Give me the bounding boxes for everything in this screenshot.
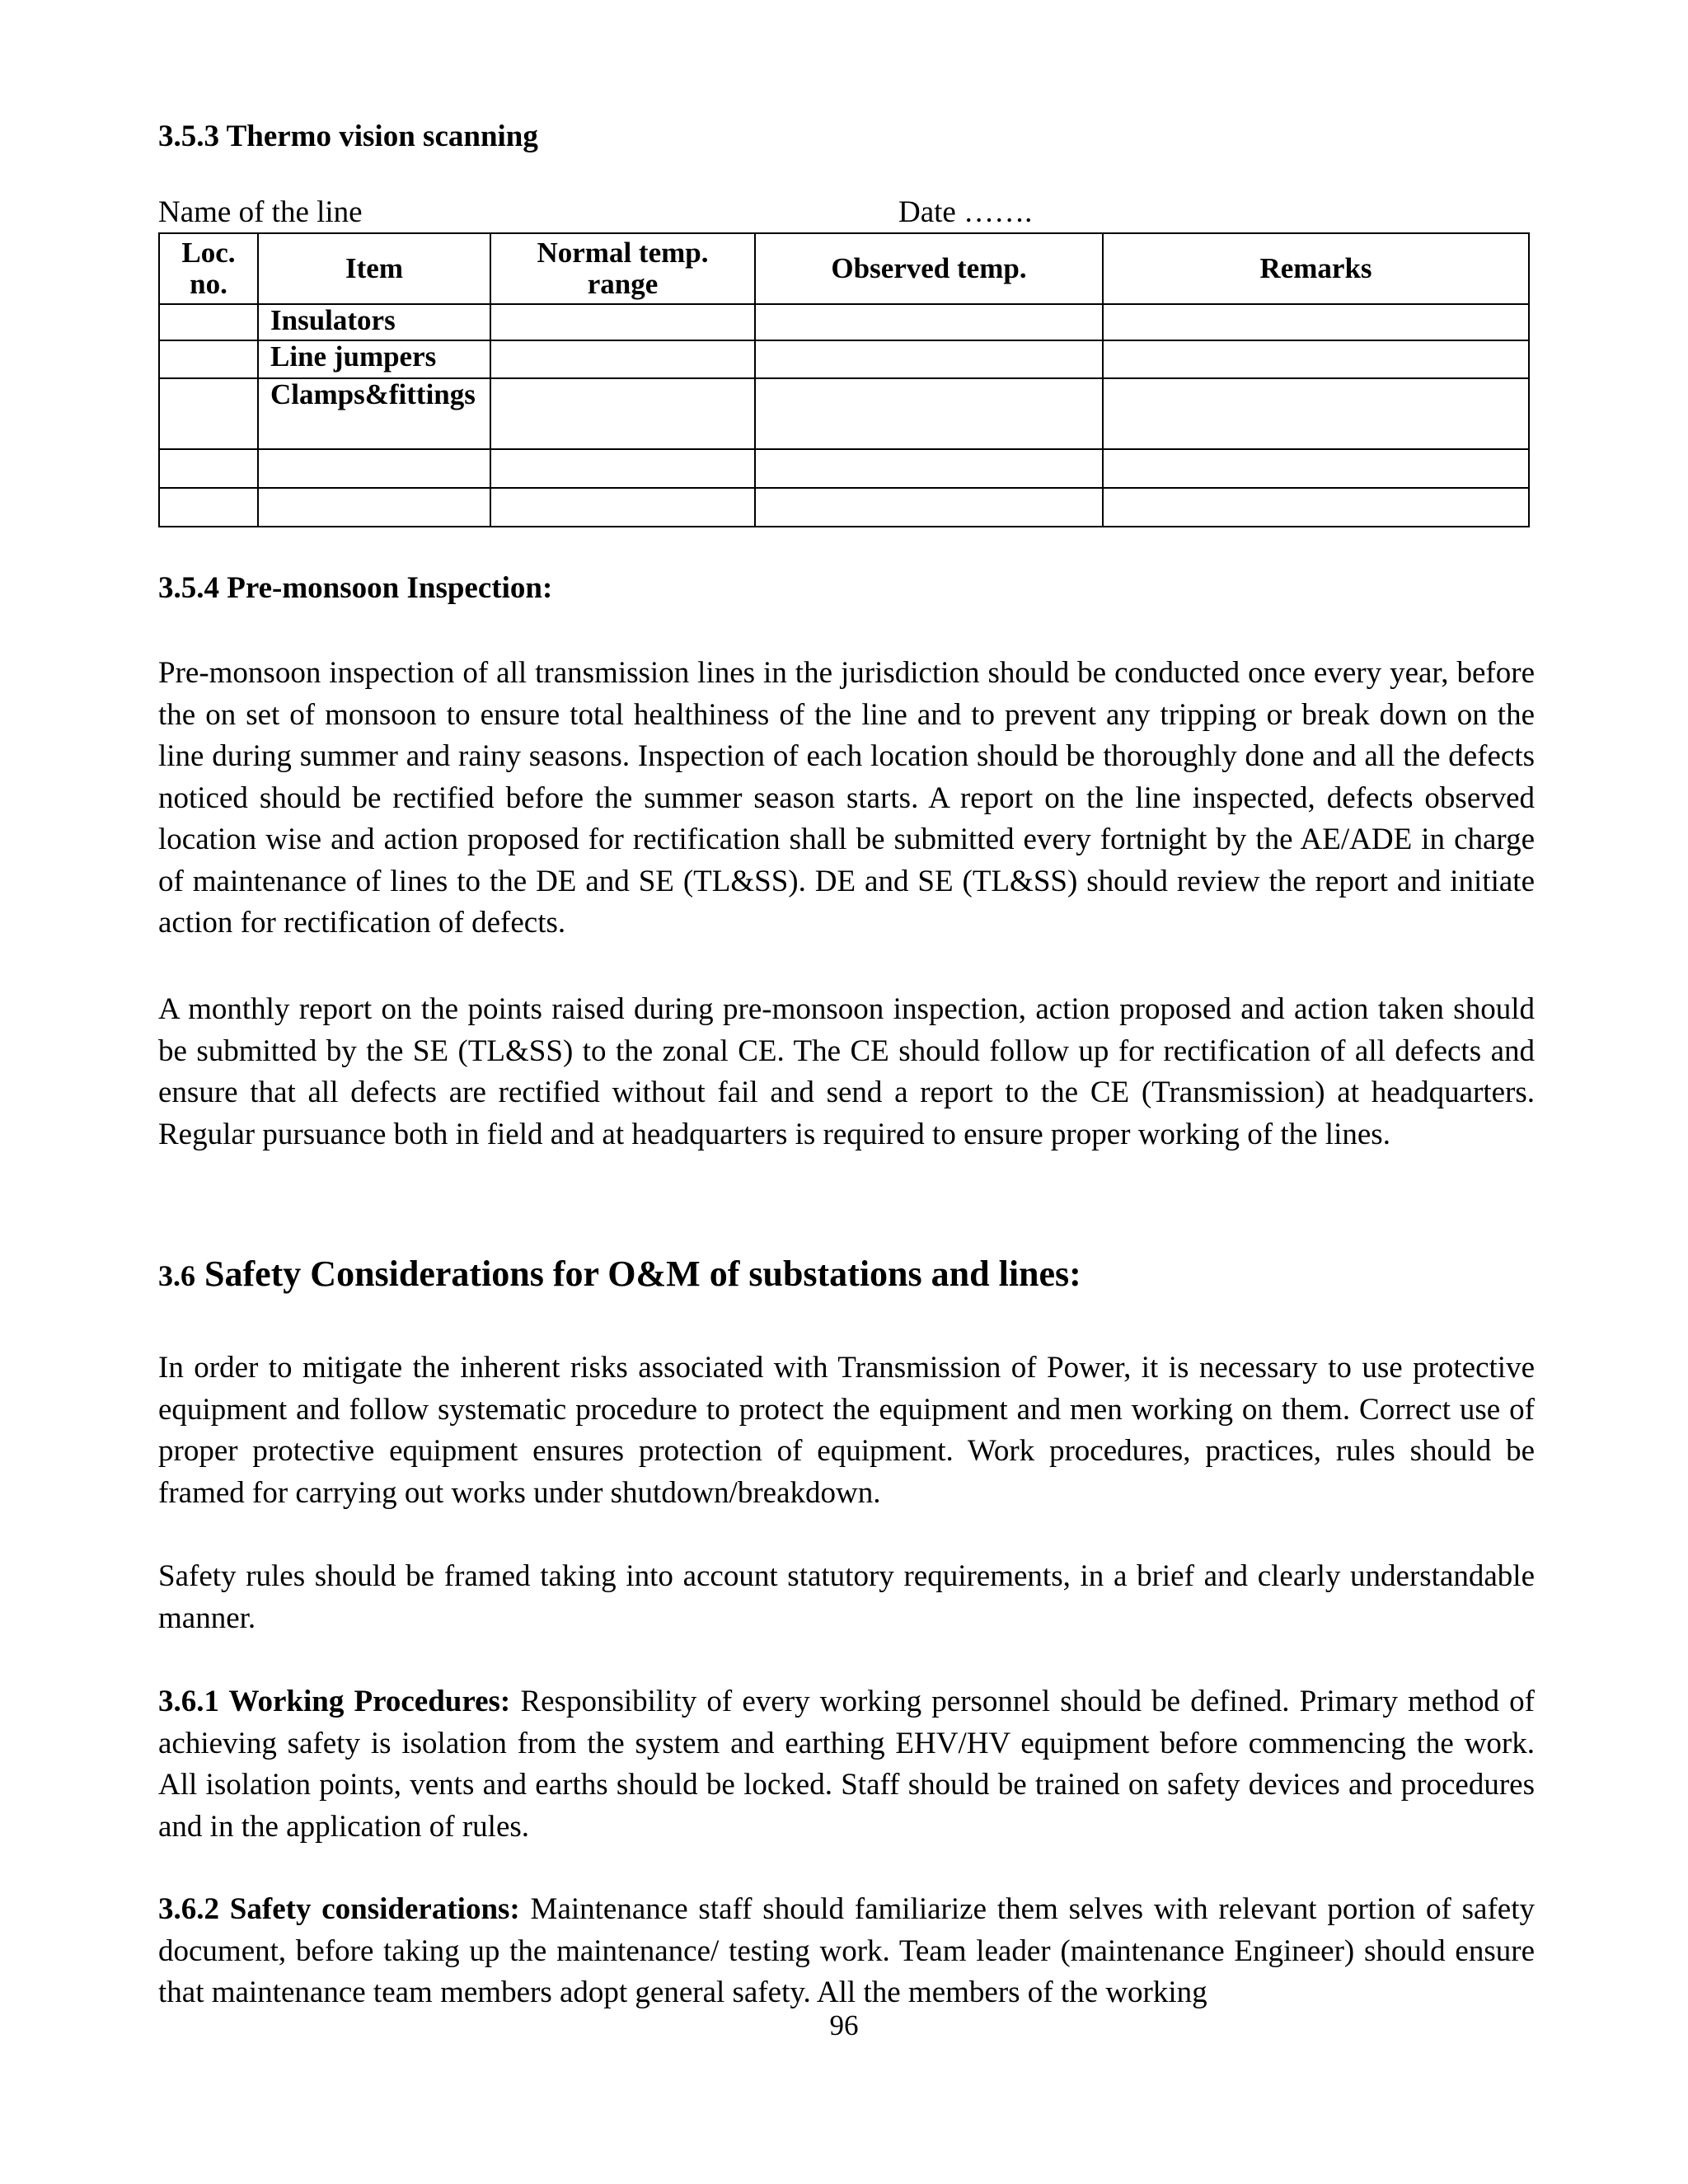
pre-monsoon-paragraph-1: Pre-monsoon inspection of all transmission lines in the jurisdiction should be conducted once every year, before the on set of monsoon to ensure total healthiness of the line and to prevent any tripping or break down on the line during summer and rainy seasons. Inspection of each location should be thoroughly done and all the defects noticed should be rectified before the summer season starts. A report on the line inspected, defects observed location wise and action proposed for rectification shall be submitted every fortnight by the AE/ADE in charge of maintenance of lines to the DE and SE (TL&SS). DE and SE (TL&SS) should review the report and initiate action for rectification of defects. bbox=[158, 656, 1535, 940]
table-cell bbox=[755, 304, 1103, 340]
table-row bbox=[159, 449, 1529, 488]
table-row bbox=[159, 378, 1529, 449]
header-loc-no: Loc. no. bbox=[159, 233, 258, 304]
table-row bbox=[159, 488, 1529, 527]
table-cell bbox=[258, 449, 490, 488]
table-row bbox=[159, 340, 1529, 378]
table-cell bbox=[755, 378, 1103, 449]
table-cell bbox=[159, 340, 258, 378]
table-cell bbox=[490, 304, 755, 340]
header-item: Item bbox=[258, 233, 490, 304]
table-cell bbox=[490, 449, 755, 488]
section-3-6-1-text: Responsibility of every working personnel should be defined. Primary method of achieving safety is isolation from the system and earthing EHV/HV equipment before commencing the work. All isolation points, vents and earths should be locked. Staff should be trained on safety devices and procedures and in the application of rules. bbox=[158, 1685, 1535, 1844]
table-cell bbox=[490, 378, 755, 449]
table-cell bbox=[1103, 378, 1529, 449]
table-cell bbox=[258, 488, 490, 527]
table-cell bbox=[1103, 340, 1529, 378]
section-3-5-3-heading: 3.5.3 Thermo vision scanning bbox=[158, 120, 538, 153]
header-normal-temp: Normal temp. range bbox=[490, 233, 755, 304]
table-cell: Insulators bbox=[258, 304, 490, 340]
safety-paragraph-1: In order to mitigate the inherent risks associated with Transmission of Power, it is necessary to use protective equipment and follow systematic procedure to protect the equipment and men working on them. Correct use of proper protective equipment ensures protection of equipment. Work procedures, practices, rules should be framed for carrying out works under shutdown/breakdown. bbox=[158, 1351, 1535, 1510]
section-3-5-4-heading: 3.5.4 Pre-monsoon Inspection: bbox=[158, 571, 553, 605]
table-cell bbox=[1103, 449, 1529, 488]
table-cell bbox=[755, 340, 1103, 378]
table-cell bbox=[1103, 488, 1529, 527]
table-cell bbox=[490, 488, 755, 527]
section-3-6-number: 3.6 bbox=[158, 1259, 195, 1292]
safety-paragraph-2: Safety rules should be framed taking into account statutory requirements, in a brief and clearly understandable manner. bbox=[158, 1559, 1535, 1635]
table-cell bbox=[159, 378, 258, 449]
section-3-6-title: Safety Considerations for O&M of substations and lines: bbox=[204, 1254, 1081, 1294]
line-name-label: Name of the line bbox=[158, 195, 363, 229]
date-label: Date ……. bbox=[898, 195, 1033, 229]
pre-monsoon-paragraph-2: A monthly report on the points raised during pre-monsoon inspection, action proposed and action taken should be submitted by the SE (TL&SS) to the zonal CE. The CE should follow up for rectification of all defects and ensure that all defects are rectified without fail and send a report to the CE (Transmission) at headquarters. Regular pursuance both in field and at headquarters is required to ensure proper working of the lines. bbox=[158, 992, 1535, 1151]
section-3-6-2-text: Maintenance staff should familiarize them selves with relevant portion of safety document, before taking up the maintenance/ testing work. Team leader (maintenance Engineer) should ensure that maintenance team members adopt general safety. All the members of the working bbox=[158, 1892, 1535, 2009]
header-observed-temp: Observed temp. bbox=[755, 233, 1103, 304]
table-cell bbox=[159, 488, 258, 527]
table-cell: Line jumpers bbox=[258, 340, 490, 378]
safety-considerations-paragraph bbox=[158, 1889, 1535, 2014]
page-number: 96 bbox=[829, 2009, 859, 2041]
section-3-6-2-heading: 3.6.2 Safety considerations: bbox=[158, 1892, 520, 1926]
section-3-6-1-heading: 3.6.1 Working Procedures: bbox=[158, 1685, 511, 1718]
table-cell bbox=[755, 449, 1103, 488]
table-cell bbox=[159, 304, 258, 340]
table-cell bbox=[490, 340, 755, 378]
table-cell: Clamps&fittings bbox=[258, 378, 490, 449]
table-header-row bbox=[159, 233, 1529, 304]
section-3-6-heading bbox=[158, 1253, 1081, 1297]
table-row bbox=[159, 304, 1529, 340]
table-cell bbox=[755, 488, 1103, 527]
working-procedures-paragraph bbox=[158, 1681, 1535, 1848]
header-remarks: Remarks bbox=[1103, 233, 1529, 304]
table-cell bbox=[1103, 304, 1529, 340]
thermo-vision-table bbox=[158, 232, 1530, 527]
table-cell bbox=[159, 449, 258, 488]
